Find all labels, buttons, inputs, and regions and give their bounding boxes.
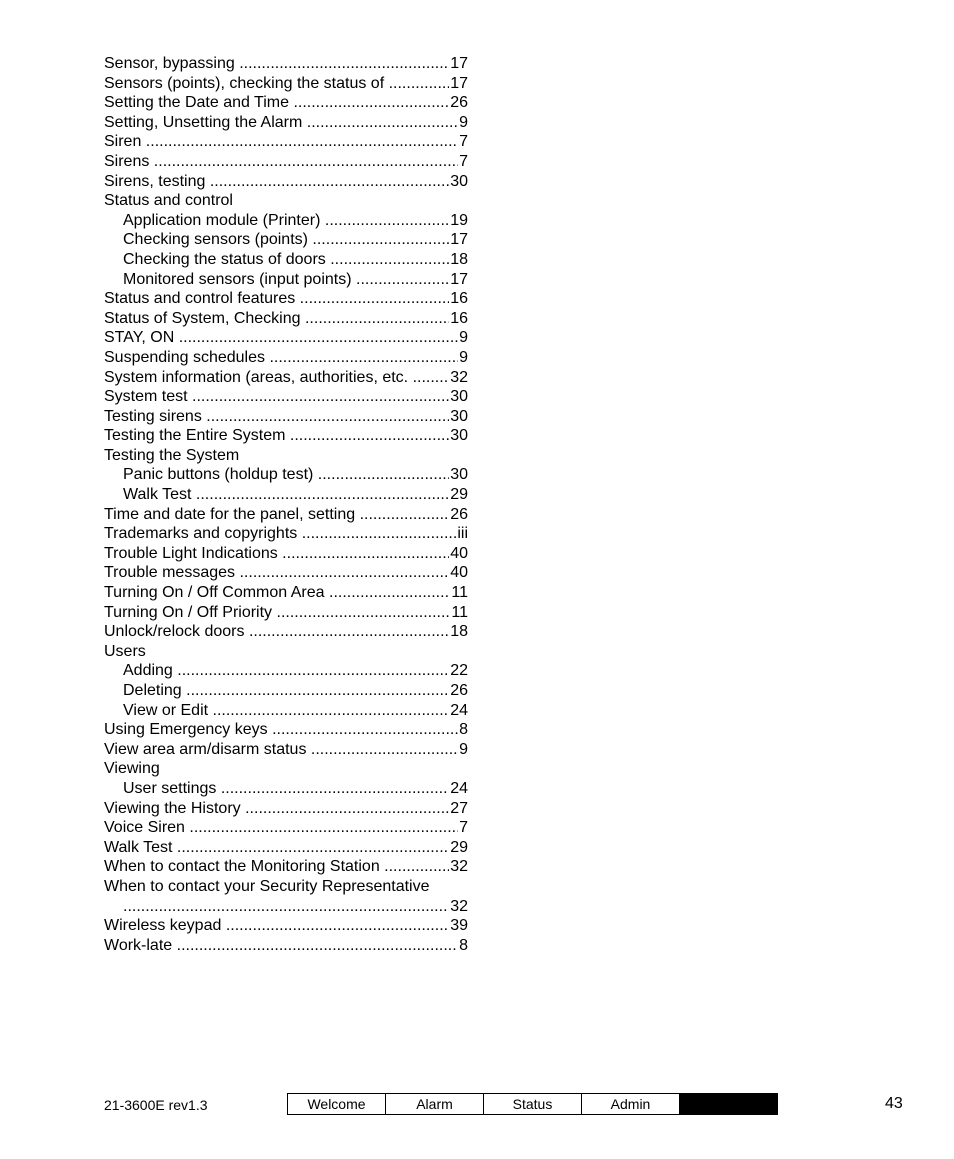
entry-label: Monitored sensors (input points) ..... (123, 270, 468, 290)
index-entry (104, 622, 468, 642)
entry-page-number: 30 (450, 427, 468, 445)
index-entry (104, 426, 468, 446)
entry-label: Suspending schedules ..... (104, 348, 468, 368)
index-entry (104, 387, 468, 407)
index-entry (104, 642, 468, 662)
index-entry (104, 152, 468, 172)
entry-page-number: 40 (450, 544, 468, 562)
entry-label: Panic buttons (holdup test) ..... (123, 465, 468, 485)
index-subentry (104, 211, 468, 231)
entry-label: Checking the status of doors ..... (123, 250, 468, 270)
entry-label: When to contact the Monitoring Station ..... (104, 857, 468, 877)
entry-page-number: 39 (450, 917, 468, 935)
index-entry (104, 740, 468, 760)
entry-label: Siren ..... (104, 132, 468, 152)
entry-label: Testing the Entire System ..... (104, 426, 468, 446)
index-subentry (104, 250, 468, 270)
entry-label: Work-late ..... (104, 936, 468, 956)
entry-page-number: 32 (450, 858, 468, 876)
entry-label: Voice Siren ..... (104, 818, 468, 838)
index-entry (104, 838, 468, 858)
page-number: 43 (885, 1095, 903, 1112)
entry-page-number: 7 (459, 152, 468, 170)
index-entry (104, 446, 468, 466)
entry-label: Turning On / Off Priority ..... (104, 603, 468, 623)
entry-page-number: 7 (459, 133, 468, 151)
index-entry (104, 877, 468, 897)
index-entry (104, 191, 468, 211)
entry-label: Trouble messages ..... (104, 563, 468, 583)
entry-label: Viewing (104, 760, 160, 778)
entry-page-number: 11 (451, 584, 468, 602)
index-entry (104, 720, 468, 740)
entry-page-number: 8 (459, 936, 468, 954)
index-subentry (104, 270, 468, 290)
entry-label: Status of System, Checking ..... (104, 309, 468, 329)
entry-label (123, 897, 468, 917)
section-tabs (287, 1093, 778, 1115)
entry-page-number: 32 (450, 368, 468, 386)
index-entry (104, 289, 468, 309)
entry-label: Setting, Unsetting the Alarm ..... (104, 113, 468, 133)
index-entry (104, 407, 468, 427)
index-entry (104, 74, 468, 94)
entry-page-number: 17 (450, 231, 468, 249)
entry-label: STAY, ON ..... (104, 328, 468, 348)
entry-page-number: iii (457, 525, 468, 543)
index-entry (104, 936, 468, 956)
entry-label: Deleting ..... (123, 681, 468, 701)
entry-label: Trademarks and copyrights ..... (104, 524, 468, 544)
page-footer (0, 1093, 954, 1117)
entry-label: Unlock/relock doors ..... (104, 622, 468, 642)
entry-label: View area arm/disarm status ..... (104, 740, 468, 760)
tab-admin[interactable]: Admin (582, 1094, 680, 1114)
entry-page-number: 8 (459, 721, 468, 739)
entry-label: Adding ..... (123, 661, 468, 681)
index-entry (104, 328, 468, 348)
entry-page-number: 18 (450, 250, 468, 268)
entry-page-number: 26 (450, 505, 468, 523)
entry-label: Using Emergency keys ..... (104, 720, 468, 740)
entry-label: System information (areas, authorities, etc. ..... (104, 368, 468, 388)
entry-page-number: 9 (459, 348, 468, 366)
entry-page-number: 26 (450, 94, 468, 112)
index-entry (104, 603, 468, 623)
index-entry (104, 759, 468, 779)
entry-page-number: 24 (450, 779, 468, 797)
entry-page-number: 30 (450, 466, 468, 484)
entry-page-number: 32 (450, 897, 468, 915)
index-subentry (104, 230, 468, 250)
entry-page-number: 18 (450, 623, 468, 641)
index-entry (104, 916, 468, 936)
index-entry (104, 309, 468, 329)
entry-page-number: 29 (450, 486, 468, 504)
entry-page-number: 22 (450, 662, 468, 680)
tab-alarm[interactable]: Alarm (386, 1094, 484, 1114)
entry-label: Walk Test ..... (123, 485, 468, 505)
index-entry (104, 54, 468, 74)
entry-page-number: 9 (459, 740, 468, 758)
entry-label: Time and date for the panel, setting ..... (104, 505, 468, 525)
entry-page-number: 16 (450, 290, 468, 308)
index-entry (104, 583, 468, 603)
tab-welcome[interactable]: Welcome (288, 1094, 386, 1114)
entry-page-number: 9 (459, 113, 468, 131)
entry-page-number: 30 (450, 172, 468, 190)
entry-label: View or Edit ..... (123, 701, 468, 721)
entry-page-number: 17 (450, 270, 468, 288)
index-entry (104, 799, 468, 819)
entry-label: Sensors (points), checking the status of ..... (104, 74, 468, 94)
entry-label: Viewing the History ..... (104, 799, 468, 819)
entry-label: When to contact your Security Representative (104, 877, 430, 895)
entry-page-number: 17 (450, 55, 468, 72)
entry-page-number: 24 (450, 701, 468, 719)
entry-label: Sirens, testing ..... (104, 172, 468, 192)
index-entry (104, 524, 468, 544)
entry-page-number: 17 (450, 74, 468, 92)
index-subentry (104, 701, 468, 721)
index-list (104, 54, 468, 955)
tab-status[interactable]: Status (484, 1094, 582, 1114)
index-subentry (104, 779, 468, 799)
index-entry (104, 505, 468, 525)
entry-page-number: 27 (450, 799, 468, 817)
entry-label: Testing sirens ..... (104, 407, 468, 427)
index-entry (104, 368, 468, 388)
document-id: 21-3600E rev1.3 (104, 1097, 208, 1113)
entry-label: Status and control features ..... (104, 289, 468, 309)
entry-label: Users (104, 642, 146, 660)
entry-page-number: 9 (459, 329, 468, 347)
entry-label: User settings ..... (123, 779, 468, 799)
entry-label: Setting the Date and Time ..... (104, 93, 468, 113)
entry-label: Checking sensors (points) ..... (123, 230, 468, 250)
index-entry (104, 818, 468, 838)
entry-page-number: 11 (451, 603, 468, 621)
entry-label: Walk Test ..... (104, 838, 468, 858)
entry-page-number: 30 (450, 407, 468, 425)
index-entry (104, 544, 468, 564)
entry-page-number: 40 (450, 564, 468, 582)
entry-label: Trouble Light Indications ..... (104, 544, 468, 564)
entry-label: Wireless keypad ..... (104, 916, 468, 936)
index-entry (104, 172, 468, 192)
index-subentry (104, 681, 468, 701)
index-subentry (104, 897, 468, 917)
entry-page-number: 19 (450, 211, 468, 229)
entry-label: Sirens ..... (104, 152, 468, 172)
entry-page-number: 7 (459, 819, 468, 837)
index-subentry (104, 485, 468, 505)
entry-label: Application module (Printer) ..... (123, 211, 468, 231)
index-entry (104, 348, 468, 368)
entry-label: Status and control (104, 192, 233, 210)
index-subentry (104, 465, 468, 485)
entry-page-number: 26 (450, 682, 468, 699)
entry-page-number: 30 (450, 388, 468, 406)
index-entry (104, 563, 468, 583)
entry-page-number: 29 (450, 838, 468, 856)
index-entry (104, 857, 468, 877)
index-entry (104, 132, 468, 152)
tab-index-active[interactable] (680, 1094, 777, 1114)
entry-label: System test ..... (104, 387, 468, 407)
index-entry (104, 93, 468, 113)
entry-label: Sensor, bypassing ..... (104, 54, 468, 74)
entry-page-number: 16 (450, 309, 468, 327)
entry-label: Testing the System (104, 446, 240, 464)
index-subentry (104, 661, 468, 681)
index-entry (104, 113, 468, 133)
entry-label: Turning On / Off Common Area ..... (104, 583, 468, 603)
